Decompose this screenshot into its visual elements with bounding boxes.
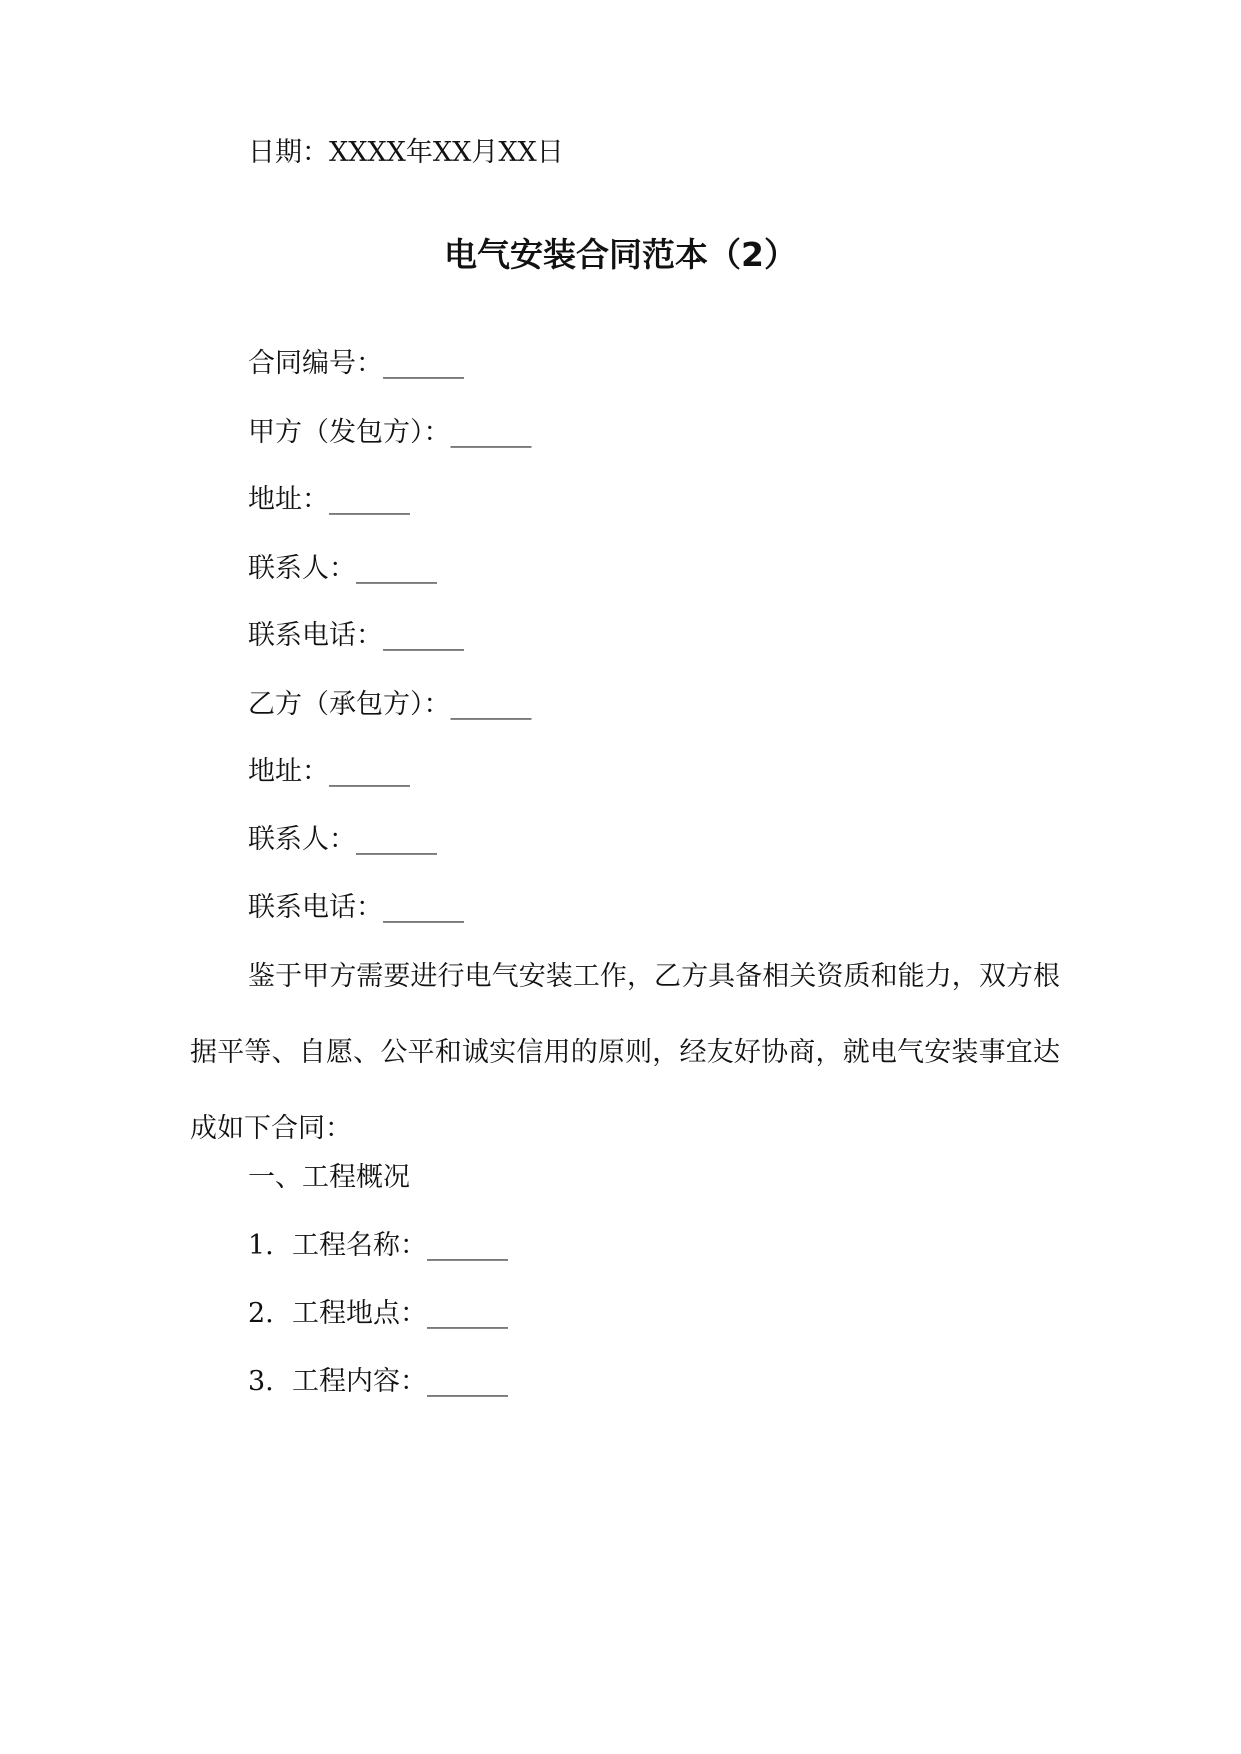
list-item-number: 3. xyxy=(248,1366,274,1397)
field-party-a-phone: 联系电话：______ xyxy=(248,620,464,651)
section-heading: 一、工程概况 xyxy=(248,1162,410,1193)
list-item xyxy=(248,1364,508,1400)
field-contract-number: 合同编号：______ xyxy=(248,348,464,379)
list-item-number: 2. xyxy=(248,1298,274,1329)
field-party-a-contact: 联系人：______ xyxy=(248,553,437,584)
list-item-text: 工程地点：______ xyxy=(292,1298,508,1329)
date-line: 日期：XXXX年XX月XX日 xyxy=(248,137,564,168)
field-party-a: 甲方（发包方）：______ xyxy=(248,417,532,448)
list-item xyxy=(248,1296,508,1332)
document-title: 电气安装合同范本（2） xyxy=(444,235,797,274)
list-item-text: 工程名称：______ xyxy=(292,1230,508,1261)
field-party-b: 乙方（承包方）：______ xyxy=(248,689,532,720)
field-party-b-contact: 联系人：______ xyxy=(248,824,437,855)
list-item-number: 1. xyxy=(248,1230,274,1261)
field-party-a-address: 地址：______ xyxy=(248,484,410,515)
field-party-b-address: 地址：______ xyxy=(248,756,410,787)
list-item-text: 工程内容：______ xyxy=(292,1366,508,1397)
field-party-b-phone: 联系电话：______ xyxy=(248,892,464,923)
list-item xyxy=(248,1228,508,1264)
intro-paragraph: 鉴于甲方需要进行电气安装工作，乙方具备相关资质和能力，双方根据平等、自愿、公平和诚实信用的原则，经友好协商，就电气安装事宜达成如下合同： xyxy=(190,961,1060,1144)
